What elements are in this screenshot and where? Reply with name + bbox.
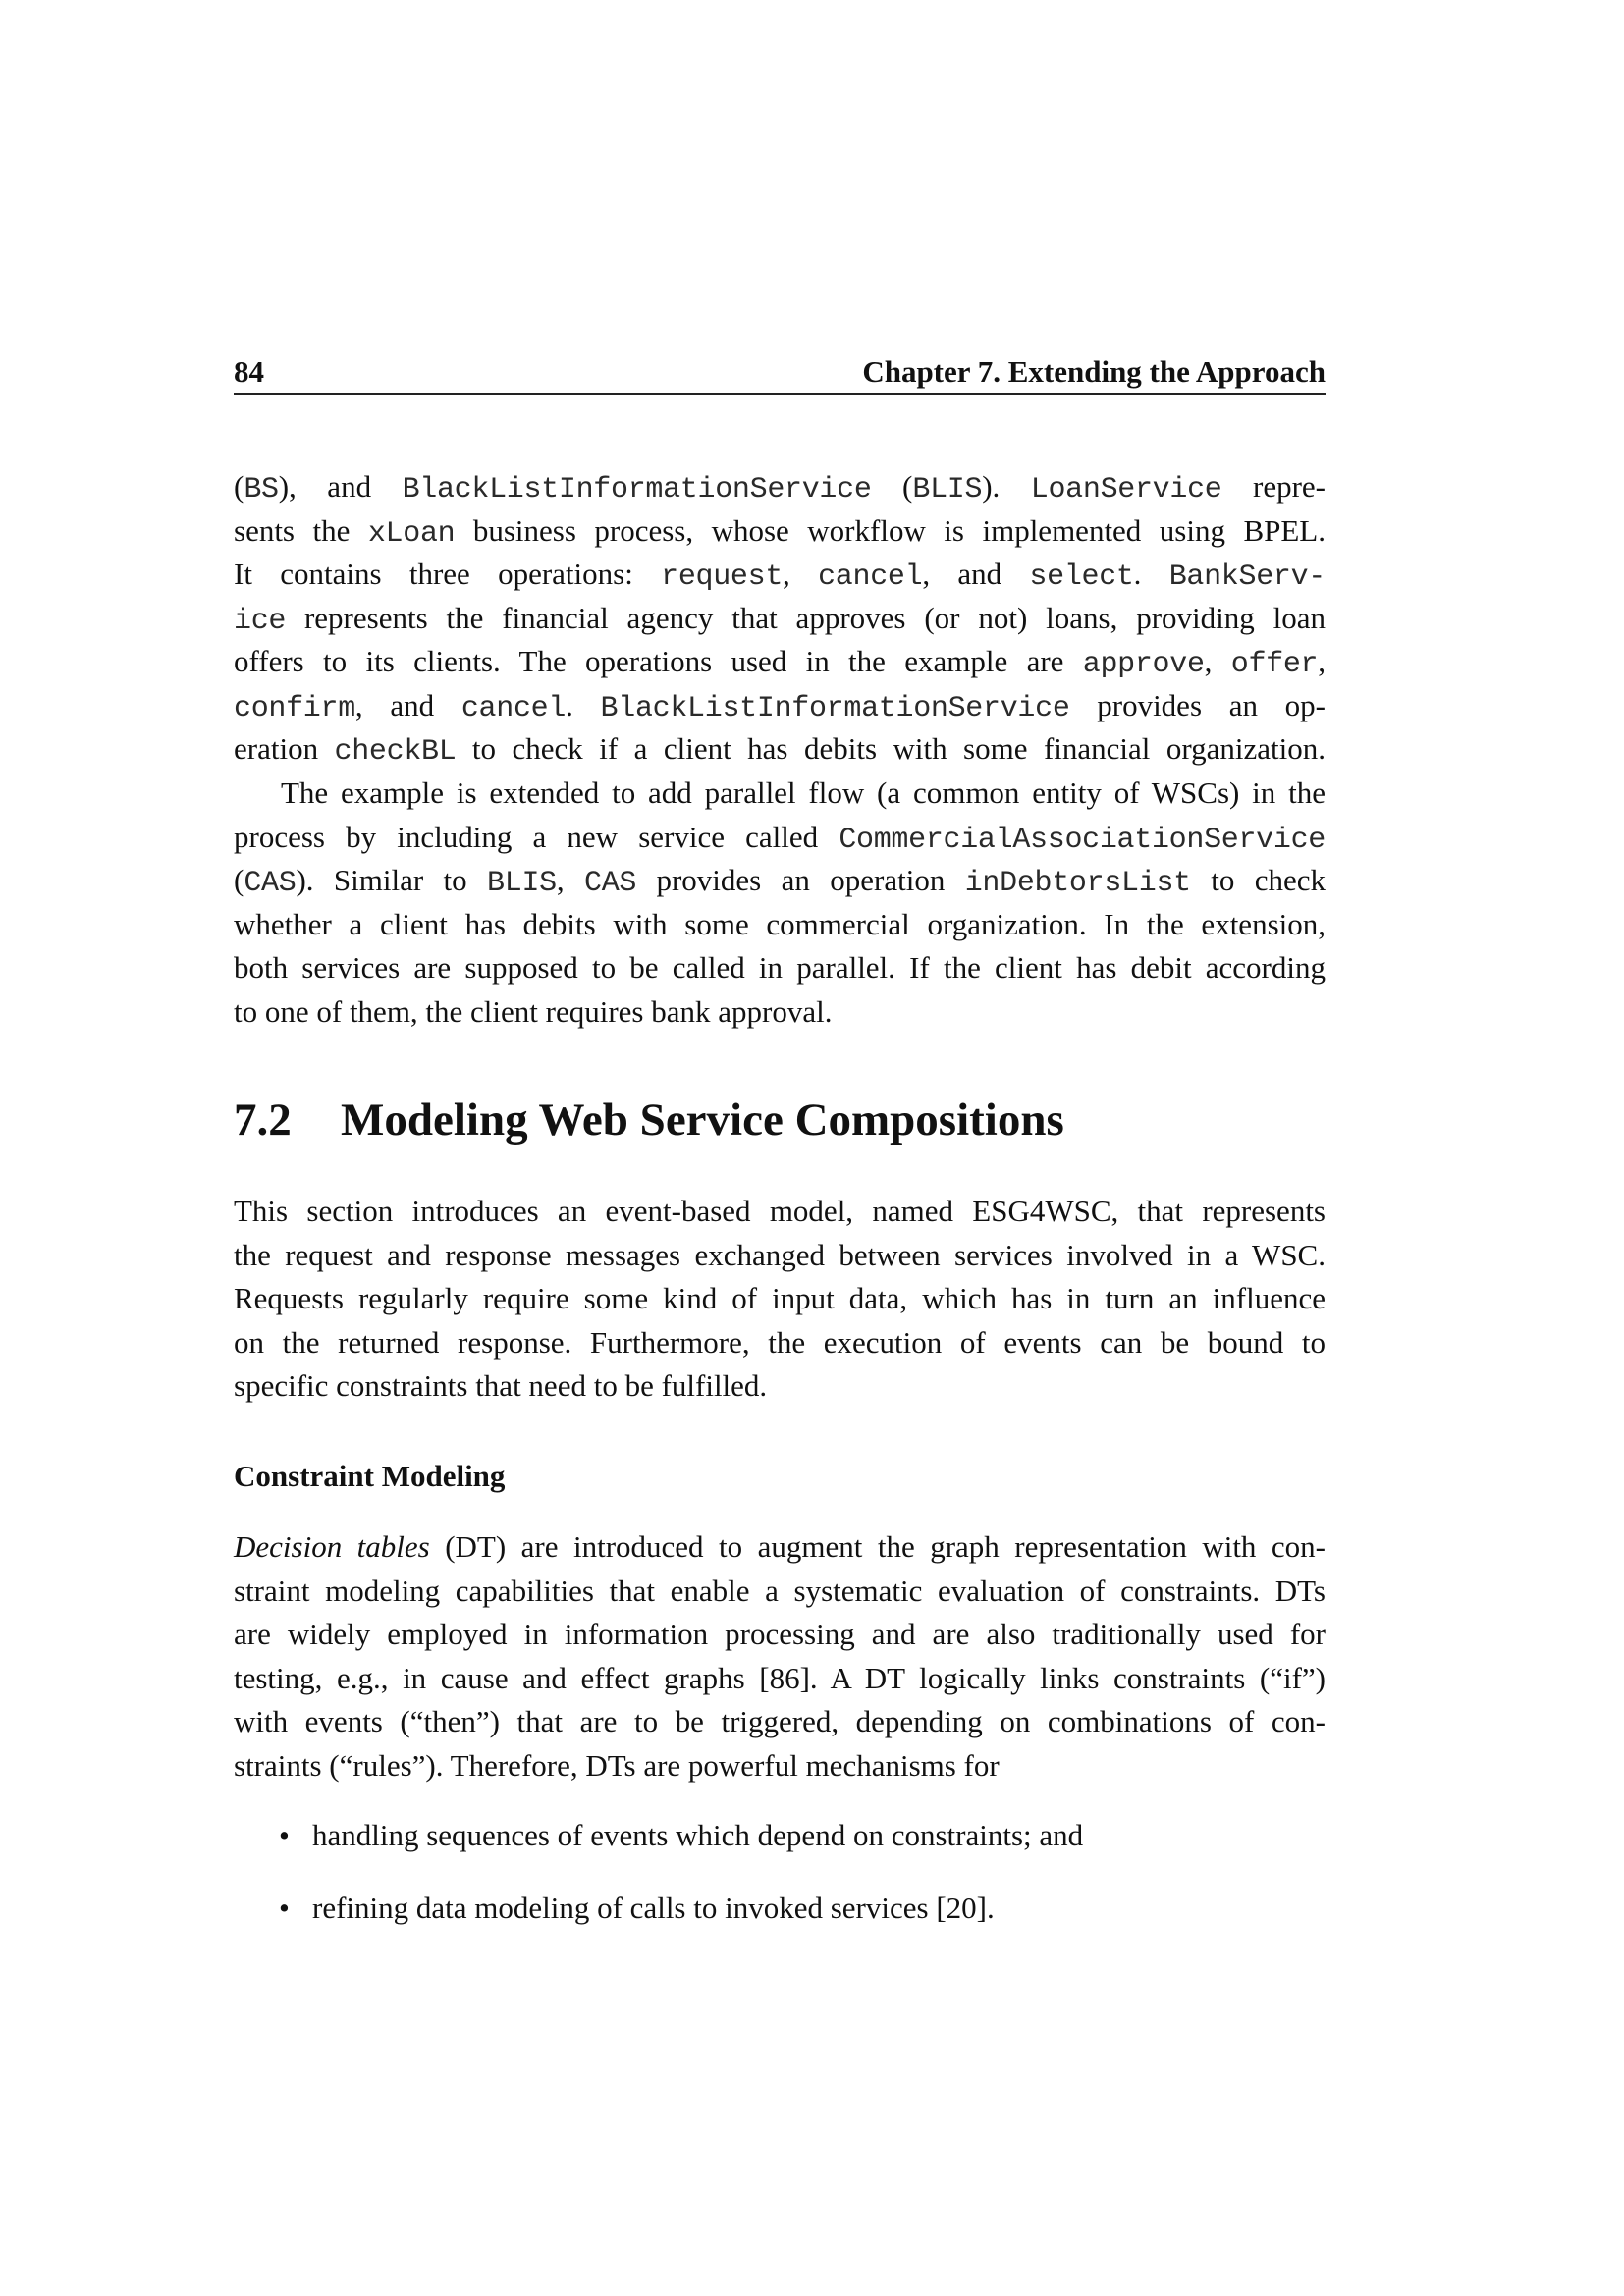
text-line: to one of them, the client requires bank approval. (234, 993, 833, 1029)
text-line: straint modeling capabilities that enable a systematic evaluation of constraints. DTs (234, 1573, 1326, 1608)
text-line: on the returned response. Furthermore, the execution of events can be bound to (234, 1324, 1326, 1360)
text-run: , (783, 557, 819, 591)
code-cancel: cancel (460, 691, 567, 725)
bullet-icon: • (279, 1890, 290, 1925)
subsection-heading: Constraint Modeling (234, 1459, 506, 1493)
text-line: both services are supposed to be called in parallel. If the client has debit according (234, 950, 1326, 985)
bullet-icon: • (279, 1818, 290, 1852)
text-run: ). (982, 469, 1031, 504)
text-run: to check if a client has debits with some financial organization. (456, 731, 1326, 766)
text-run: sents the (234, 512, 368, 548)
list-item (234, 1814, 1326, 1858)
text-run: business process, whose workflow is implemented using BPEL. (455, 512, 1326, 548)
text-run: . (1133, 557, 1169, 591)
code-blacklistinformationservice: BlackListInformationService (600, 691, 1070, 725)
text-line (234, 509, 1326, 554)
section-heading (234, 1097, 1064, 1144)
text-run: repre- (1221, 469, 1326, 504)
code-blacklistinformationservice: BlackListInformationService (402, 473, 872, 507)
text-line (234, 1525, 1326, 1570)
code-bankservice-part2: ice (234, 604, 287, 638)
text-run: It contains three operations: (234, 557, 662, 591)
text-run: provides an op- (1069, 687, 1326, 722)
text-line (234, 640, 1326, 684)
code-offer: offer (1230, 648, 1319, 681)
running-header (234, 351, 1326, 395)
text-run: ), and (278, 469, 403, 504)
code-xloan: xLoan (367, 516, 456, 551)
code-checkbl: checkBL (334, 735, 457, 769)
code-blis: BLIS (912, 473, 983, 507)
text-run: , (1318, 644, 1326, 678)
paragraph-services-description (234, 465, 1326, 772)
code-cas: CAS (584, 867, 637, 900)
text-line: whether a client has debits with some commercial organization. In the extension, (234, 906, 1326, 941)
text-line: with events (“then”) that are to be triggered, depending on combinations of con- (234, 1704, 1326, 1738)
code-select: select (1029, 561, 1134, 594)
list-item (234, 1887, 1326, 1931)
text-line: Requests regularly require some kind of input data, which has in turn an influence (234, 1281, 1326, 1315)
code-bankservice-part1: BankServ- (1168, 561, 1326, 594)
text-run: , and (354, 687, 461, 722)
paragraph-section-intro (234, 1190, 1326, 1409)
running-title: Chapter 7. Extending the Approach (862, 354, 1326, 389)
list-item-text: handling sequences of events which depend on constraints; and (312, 1818, 1084, 1852)
bullet-list (234, 1814, 1326, 1958)
code-cas: CAS (244, 867, 297, 900)
text-run: , (556, 863, 584, 897)
code-confirm: confirm (234, 691, 355, 725)
code-commercialassociationservice: CommercialAssociationService (839, 823, 1326, 857)
text-line: straints (“rules”). Therefore, DTs are powerful mechanisms for (234, 1747, 1000, 1783)
code-bs: BS (244, 473, 279, 507)
list-item-text: refining data modeling of calls to invoked services [20]. (312, 1890, 995, 1925)
text-run: process by including a new service called (234, 819, 839, 854)
text-run: , and (922, 557, 1030, 591)
text-run: ( (234, 469, 244, 504)
text-run: offers to its clients. The operations used in the example are (234, 644, 1083, 678)
section-number: 7.2 (234, 1095, 292, 1146)
code-loanservice: LoanService (1030, 473, 1222, 507)
text-line (234, 465, 1326, 509)
text-line (234, 553, 1326, 597)
text-line: the request and response messages exchanged between services involved in a WSC. (234, 1237, 1326, 1272)
code-request: request (661, 561, 784, 594)
text-line (234, 859, 1326, 903)
text-run: , (1204, 644, 1231, 678)
text-line: testing, e.g., in cause and effect graphs [86]. A DT logically links constraints (“if”) (234, 1660, 1326, 1695)
code-indebtorslist: inDebtorsList (964, 867, 1191, 900)
code-approve: approve (1082, 648, 1205, 681)
text-line (234, 816, 1326, 860)
text-run: ). Similar to (296, 863, 488, 897)
text-line: specific constraints that need to be fulfilled. (234, 1368, 768, 1403)
paragraph-decision-tables (234, 1525, 1326, 1788)
text-run: provides an operation (636, 863, 965, 897)
text-run: eration (234, 731, 335, 766)
text-run: (DT) are introduced to augment the graph representation with con- (429, 1529, 1326, 1564)
section-title: Modeling Web Service Compositions (341, 1095, 1064, 1146)
code-cancel: cancel (818, 561, 923, 594)
text-run: represents the financial agency that approves (or not) loans, providing loan (286, 600, 1326, 635)
text-run: ( (234, 863, 244, 897)
paragraph-parallel-flow-extension (234, 772, 1326, 1034)
text-line (234, 597, 1326, 641)
text-line: are widely employed in information processing and are also traditionally used for (234, 1617, 1326, 1651)
text-line (234, 727, 1326, 772)
text-run: . (566, 687, 601, 722)
code-blis: BLIS (487, 867, 557, 900)
text-line: This section introduces an event-based model, named ESG4WSC, that represents (234, 1194, 1326, 1228)
text-run: ( (871, 469, 913, 504)
text-line (234, 684, 1326, 728)
text-run: to check (1190, 863, 1326, 897)
emphasis-decision-tables: Decision tables (234, 1529, 430, 1564)
text-line: The example is extended to add parallel flow (a common entity of WSCs) in the (281, 775, 1326, 810)
page-number: 84 (234, 354, 264, 389)
